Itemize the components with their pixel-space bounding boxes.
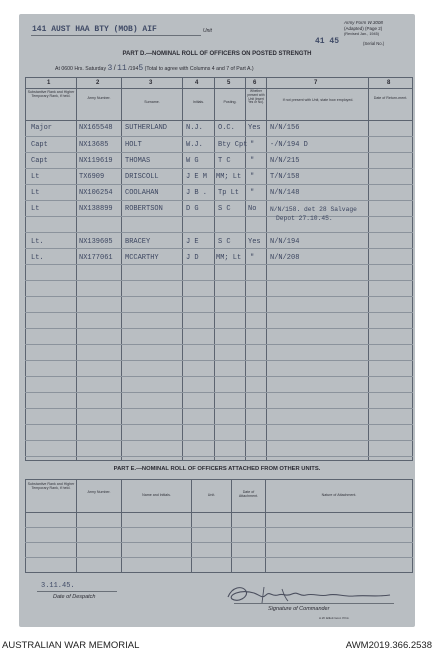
- cell-employed: N/N/194: [270, 238, 300, 246]
- cell-rank: Lt: [31, 189, 40, 197]
- ruled-line: [25, 296, 413, 297]
- document-page: 141 AUST HAA BTY (MOB) AIF Unit Army Form W.3008 (Adapted) (Page 2) (Revised Jan., 1945) 41 45 (Serial No.) PART D.—NOMINAL ROLL OF OFFICERS ON POSTED STRENGTH At 0600 Hrs. Saturday 3 / 11 /1945 (Total to agree with Columns 4 and 7 of Part A.) 1 2 3 4 5 6 7 8 Substantive Rank and Higher Temporary Rank, if held. Army Number. Surname. Initials. Posting. Whether present with Unit (insert Yes or No). If not present with Unit, state how employed. Date of Return-ment. Major NX165548 SUTHERLAND N.J. O.C. Yes N/N/156 Capt NX13685 HOLT W.J. Bty Cpt " -/N/194 D Capt NX119619 THOMAS W G T C " N/N/215 Lt TX6909 DRISCOLL J E M MM; Lt " T/N/158 Lt NX106254 COOLAHAN J B . Tp Lt " N/N/148 Lt NX138899 ROBERTSON D G S C No N/N/158. det 28 Salvage Depot 27.10.45. Lt. NX139605 BRACEY J E S C Yes N/N/194 Lt. NX177061 MCCARTHY J D MM; Lt " N/N/208 PART E.—NOMINAL ROLL OF OFFICERS ATTACHED FROM OTHER UNITS. Substantive Rank and Higher Temporary Rank, if held. Army Number. Name and Initials. Unit. Date of Attachment. Nature of Attachment. 3.11.45. Date of Despatch Signature of Commander A.W. Elliott Govt. Print.: [19, 14, 415, 627]
- table-e-col-sep-2: [121, 479, 122, 573]
- despatch-label: Date of Despatch: [53, 594, 96, 600]
- table-d-col-sep-3: [182, 77, 183, 461]
- table-d-col-sep-4: [214, 77, 215, 461]
- cell-present: ": [250, 157, 255, 165]
- cell-rank: Lt.: [31, 238, 44, 246]
- cell-army-number: NX119619: [79, 157, 113, 165]
- cell-rank: Lt: [31, 173, 40, 181]
- part-d-date-line: At 0600 Hrs. Saturday 3 / 11 /1945 (Total to agree with Columns 4 and 7 of Part A.): [55, 64, 254, 73]
- part-e-title: PART E.—NOMINAL ROLL OF OFFICERS ATTACHED FROM OTHER UNITS.: [113, 466, 321, 472]
- ruled-line: [25, 232, 413, 233]
- e-header-army-number: Army Number.: [87, 490, 111, 494]
- ruled-line: [25, 456, 413, 457]
- despatch-date: 3.11.45.: [41, 582, 75, 590]
- cell-posting: O.C.: [218, 124, 235, 132]
- ruled-line: [25, 557, 413, 558]
- table-e-col-edge-left: [25, 479, 26, 573]
- table-d-header-bottom: [25, 120, 413, 121]
- col-header-army-number: Army Number.: [87, 96, 111, 100]
- form-ref-line1: Army Form W.3008: [344, 20, 383, 25]
- cell-rank: Major: [31, 124, 53, 132]
- serial-label: (Serial No.): [363, 41, 385, 46]
- ruled-line: [25, 542, 413, 543]
- cell-rank: Lt: [31, 205, 40, 213]
- table-d-col-edge-right: [412, 77, 413, 461]
- form-ref-line2: (Adapted) (Page 2): [344, 26, 383, 31]
- cell-present: ": [250, 141, 255, 149]
- cell-army-number: NX106254: [79, 189, 113, 197]
- cell-present: ": [250, 189, 255, 197]
- footer-accession: AWM2019.366.2538: [345, 640, 432, 651]
- ruled-line: [25, 152, 413, 153]
- date-year: 5: [138, 64, 144, 73]
- ruled-line: [25, 200, 413, 201]
- cell-employed: -/N/194 D: [270, 141, 308, 149]
- cell-posting: MM; Lt: [216, 254, 242, 262]
- e-header-unit: Unit.: [207, 493, 216, 497]
- table-e-col-sep-4: [231, 479, 232, 573]
- ruled-line: [25, 360, 413, 361]
- cell-employed: N/N/158. det 28 Salvage: [270, 206, 357, 213]
- cell-posting: MM; Lt: [216, 173, 242, 181]
- ruled-line: [25, 136, 413, 137]
- commander-label: Signature of Commander: [268, 606, 330, 612]
- col-header-surname: Surname.: [144, 100, 160, 104]
- cell-army-number: NX165548: [79, 124, 113, 132]
- cell-initials: W G: [186, 157, 199, 165]
- cell-posting: T C: [218, 157, 231, 165]
- cell-employed: N/N/156: [270, 124, 300, 132]
- cell-rank: Capt: [31, 157, 48, 165]
- table-d-col-sep-5: [245, 77, 246, 461]
- cell-rank: Lt.: [31, 254, 44, 262]
- unit-underline: [31, 35, 201, 36]
- cell-surname: ROBERTSON: [125, 205, 163, 213]
- cell-army-number: TX6909: [79, 173, 105, 181]
- ruled-line: [25, 264, 413, 265]
- cell-posting: Tp Lt: [218, 189, 240, 197]
- table-e-top: [25, 479, 413, 480]
- cell-army-number: NX139605: [79, 238, 113, 246]
- cell-surname: MCCARTHY: [125, 254, 159, 262]
- cell-army-number: NX13685: [79, 141, 109, 149]
- table-e-bottom: [25, 572, 413, 573]
- part-d-title: PART D.—NOMINAL ROLL OF OFFICERS ON POSTED STRENGTH: [122, 51, 312, 57]
- cell-posting: S C: [218, 205, 231, 213]
- cell-initials: D G: [186, 205, 199, 213]
- table-e-header-bottom: [25, 512, 413, 513]
- table-d-col-edge-left: [25, 77, 26, 461]
- cell-employed: N/N/208: [270, 254, 300, 262]
- cell-posting: Bty Cpt: [218, 141, 248, 149]
- cell-present: Yes: [248, 238, 261, 246]
- cell-present: Yes: [248, 124, 261, 132]
- commander-signature: [224, 581, 394, 609]
- cell-employed: T/N/158: [270, 173, 300, 181]
- ruled-line: [25, 392, 413, 393]
- unit-name: 141 AUST HAA BTY (MOB) AIF: [32, 25, 157, 34]
- e-header-name: Name and Initials.: [142, 493, 171, 497]
- serial-number: 41 45: [315, 37, 340, 46]
- cell-initials: W.J.: [186, 141, 203, 149]
- cell-surname: HOLT: [125, 141, 142, 149]
- cell-surname: COOLAHAN: [125, 189, 159, 197]
- printer-note: A.W. Elliott Govt. Print.: [319, 616, 350, 620]
- cell-present: ": [250, 173, 255, 181]
- e-header-nature: Nature of Attachment.: [321, 493, 357, 497]
- table-e-col-sep-3: [191, 479, 192, 573]
- date-year-prefix: /194: [128, 66, 139, 72]
- ruled-line: [25, 328, 413, 329]
- footer-institution: AUSTRALIAN WAR MEMORIAL: [2, 640, 140, 651]
- col-header-initials: Initials.: [192, 100, 205, 104]
- ruled-line: [25, 168, 413, 169]
- col-header-date: Date of Return-ment.: [373, 96, 408, 100]
- cell-initials: J E: [186, 238, 199, 246]
- col-header-present: Whether present with Unit (insert Yes or No).: [247, 89, 265, 105]
- cell-surname: BRACEY: [125, 238, 151, 246]
- ruled-line: [25, 440, 413, 441]
- cell-initials: J E M: [186, 173, 208, 181]
- e-header-date: Date of Attachment.: [238, 490, 259, 499]
- cell-employed: N/N/215: [270, 157, 300, 165]
- cell-initials: J D: [186, 254, 199, 262]
- cell-army-number: NX138899: [79, 205, 113, 213]
- cell-rank: Capt: [31, 141, 48, 149]
- cell-present: No: [248, 205, 257, 213]
- e-header-rank: Substantive Rank and Higher Temporary Rank, if held.: [27, 482, 75, 491]
- table-d-numrow-line: [25, 88, 413, 89]
- ruled-line: [25, 376, 413, 377]
- ruled-line: [25, 344, 413, 345]
- ruled-line: [25, 216, 413, 217]
- ruled-line: [25, 527, 413, 528]
- cell-surname: SUTHERLAND: [125, 124, 168, 132]
- col-header-employed: If not present with Unit, state how employed.: [282, 98, 354, 102]
- table-d-col-sep-6: [266, 77, 267, 461]
- form-ref-line3: (Revised Jan., 1945): [344, 32, 380, 36]
- cell-posting: S C: [218, 238, 231, 246]
- table-d-col-sep-2: [121, 77, 122, 461]
- ruled-line: [25, 184, 413, 185]
- table-e-col-sep-1: [76, 479, 77, 573]
- table-d-top: [25, 77, 413, 78]
- ruled-line: [25, 424, 413, 425]
- despatch-underline: [37, 591, 117, 592]
- table-e-col-sep-5: [265, 479, 266, 573]
- unit-label: Unit: [203, 28, 212, 34]
- cell-surname: THOMAS: [125, 157, 151, 165]
- cell-army-number: NX177061: [79, 254, 113, 262]
- ruled-line: [25, 312, 413, 313]
- date-day: 3: [107, 64, 113, 73]
- signature-underline: [234, 603, 394, 604]
- date-prefix: At 0600 Hrs. Saturday: [55, 66, 107, 72]
- cell-employed-cont: Depot 27.10.45.: [276, 215, 333, 222]
- table-d-col-sep-7: [368, 77, 369, 461]
- date-suffix: (Total to agree with Columns 4 and 7 of Part A.): [144, 66, 254, 72]
- col-header-rank: Substantive Rank and Higher Temporary Rank, if held.: [27, 90, 75, 99]
- date-month: 11: [117, 64, 127, 73]
- cell-present: ": [250, 254, 255, 262]
- cell-surname: DRISCOLL: [125, 173, 159, 181]
- cell-initials: J B .: [186, 189, 208, 197]
- cell-initials: N.J.: [186, 124, 203, 132]
- table-d-bottom: [25, 460, 413, 461]
- cell-employed: N/N/148: [270, 189, 300, 197]
- table-e-col-edge-right: [412, 479, 413, 573]
- table-d-col-sep-1: [76, 77, 77, 461]
- archive-footer: [0, 638, 434, 653]
- ruled-line: [25, 248, 413, 249]
- col-header-posting: Posting.: [223, 100, 237, 104]
- ruled-line: [25, 408, 413, 409]
- ruled-line: [25, 280, 413, 281]
